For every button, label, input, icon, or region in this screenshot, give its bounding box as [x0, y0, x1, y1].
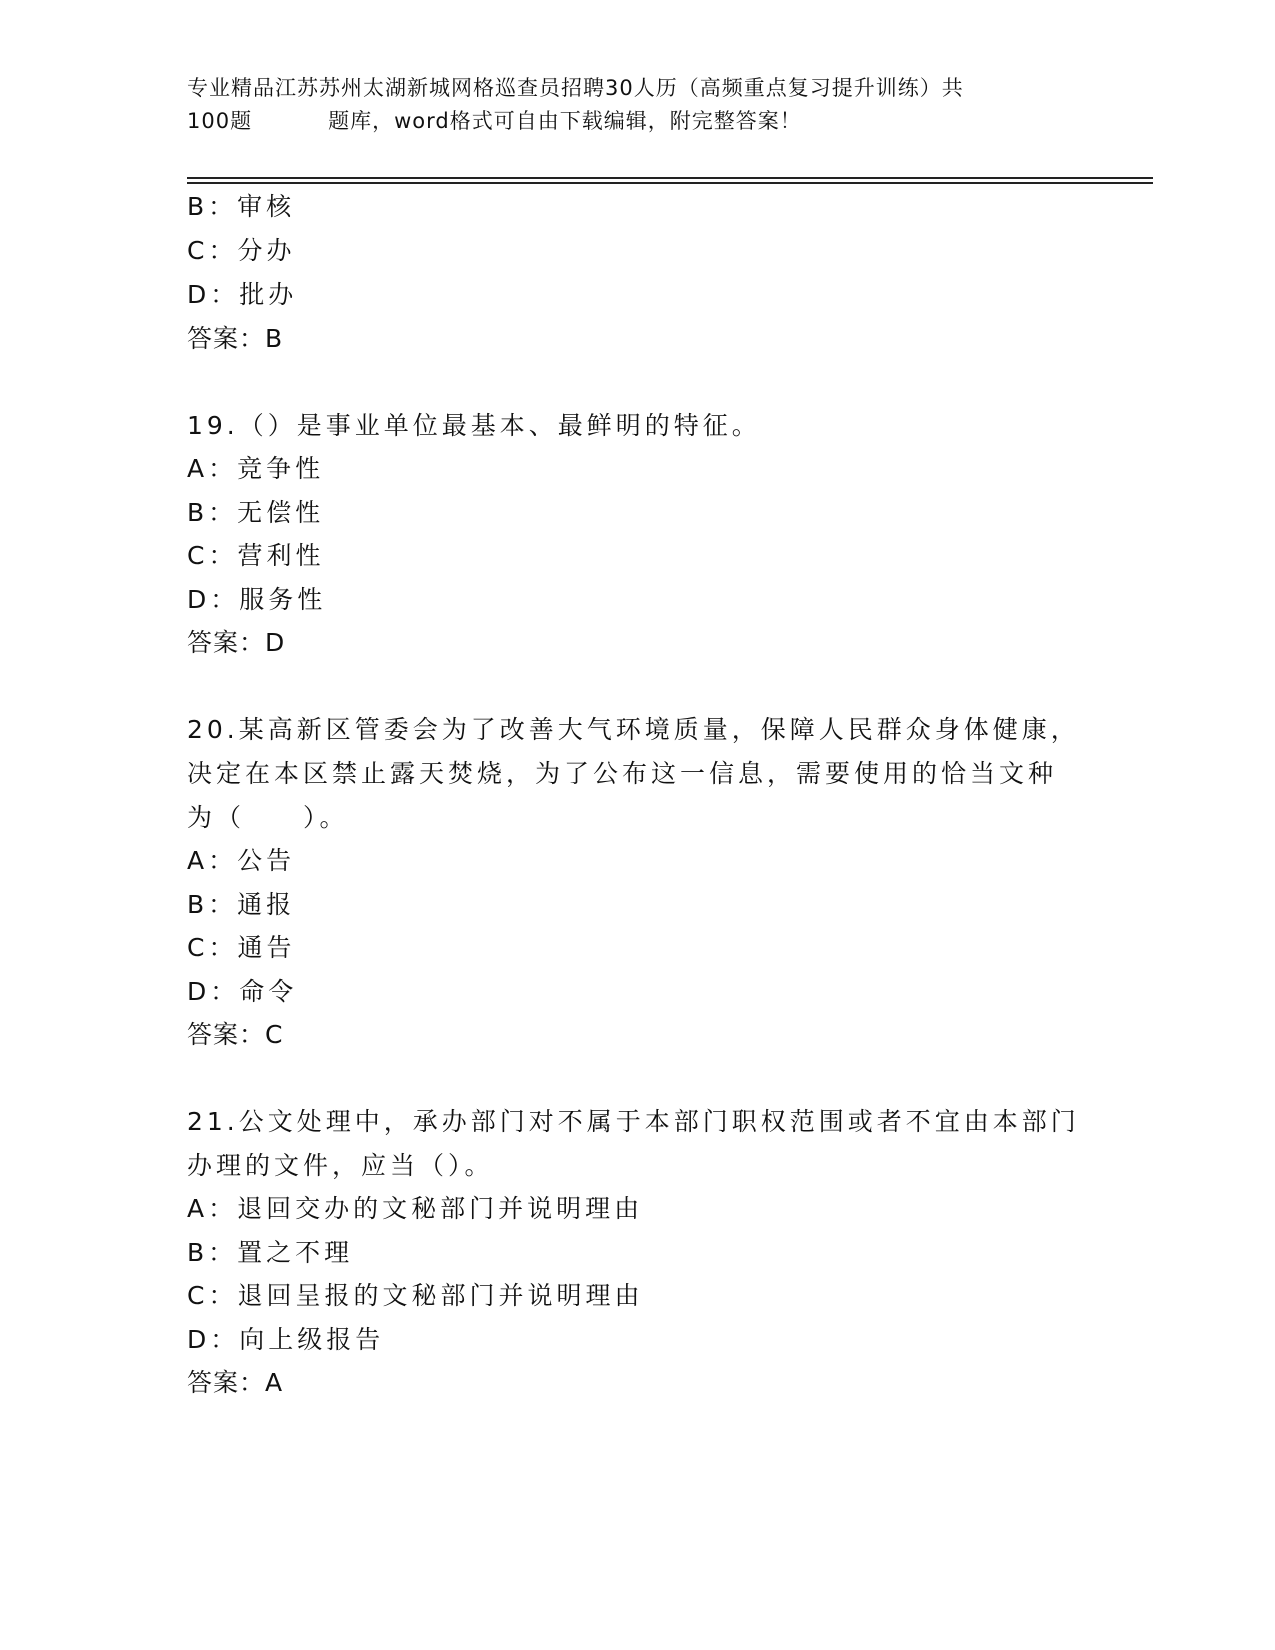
- q19-answer: 答案：D: [187, 628, 286, 657]
- q20-answer: 答案：C: [187, 1020, 284, 1049]
- q20-option-d: D：命令: [187, 977, 298, 1006]
- header-line-2: [187, 105, 1087, 138]
- prev-option-c: C：分办: [187, 236, 296, 265]
- page-header: [187, 72, 1087, 138]
- header-question-count: 100题: [187, 109, 253, 133]
- q19-option-a: A：竞争性: [187, 454, 325, 483]
- q20-stem-line-3: 为（ ）。: [187, 803, 349, 832]
- q19-option-d: D：服务性: [187, 585, 327, 614]
- header-rule-bottom: [187, 182, 1153, 184]
- q19-option-c: C：营利性: [187, 541, 325, 570]
- q21-option-c: C：退回呈报的文秘部门并说明理由: [187, 1281, 644, 1310]
- q21-option-b: B：置之不理: [187, 1238, 354, 1267]
- header-line-1: 专业精品江苏苏州太湖新城网格巡查员招聘30人历（高频重点复习提升训练）共: [187, 76, 964, 100]
- prev-option-b: B：审核: [187, 192, 296, 221]
- q21-option-a: A：退回交办的文秘部门并说明理由: [187, 1194, 644, 1223]
- q20-option-a: A：公告: [187, 846, 296, 875]
- q20-option-c: C：通告: [187, 933, 296, 962]
- header-description: 题库，word格式可自由下载编辑，附完整答案！: [328, 109, 802, 133]
- q20-stem-line-2: 决定在本区禁止露天焚烧，为了公布这一信息，需要使用的恰当文种: [187, 759, 1058, 788]
- q20-option-b: B：通报: [187, 890, 296, 919]
- q19-stem-line-1: 19.（）是事业单位最基本、最鲜明的特征。: [187, 411, 761, 440]
- header-rule-top: [187, 177, 1153, 179]
- q21-answer: 答案：A: [187, 1368, 284, 1397]
- q21-option-d: D：向上级报告: [187, 1325, 385, 1354]
- prev-answer: 答案：B: [187, 324, 284, 353]
- q19-option-b: B：无偿性: [187, 498, 325, 527]
- q21-stem-line-2: 办理的文件，应当（）。: [187, 1151, 494, 1180]
- q21-stem-line-1: 21.公文处理中，承办部门对不属于本部门职权范围或者不宜由本部门: [187, 1107, 1080, 1136]
- q20-stem-line-1: 20.某高新区管委会为了改善大气环境质量，保障人民群众身体健康，: [187, 715, 1080, 744]
- prev-option-d: D：批办: [187, 280, 298, 309]
